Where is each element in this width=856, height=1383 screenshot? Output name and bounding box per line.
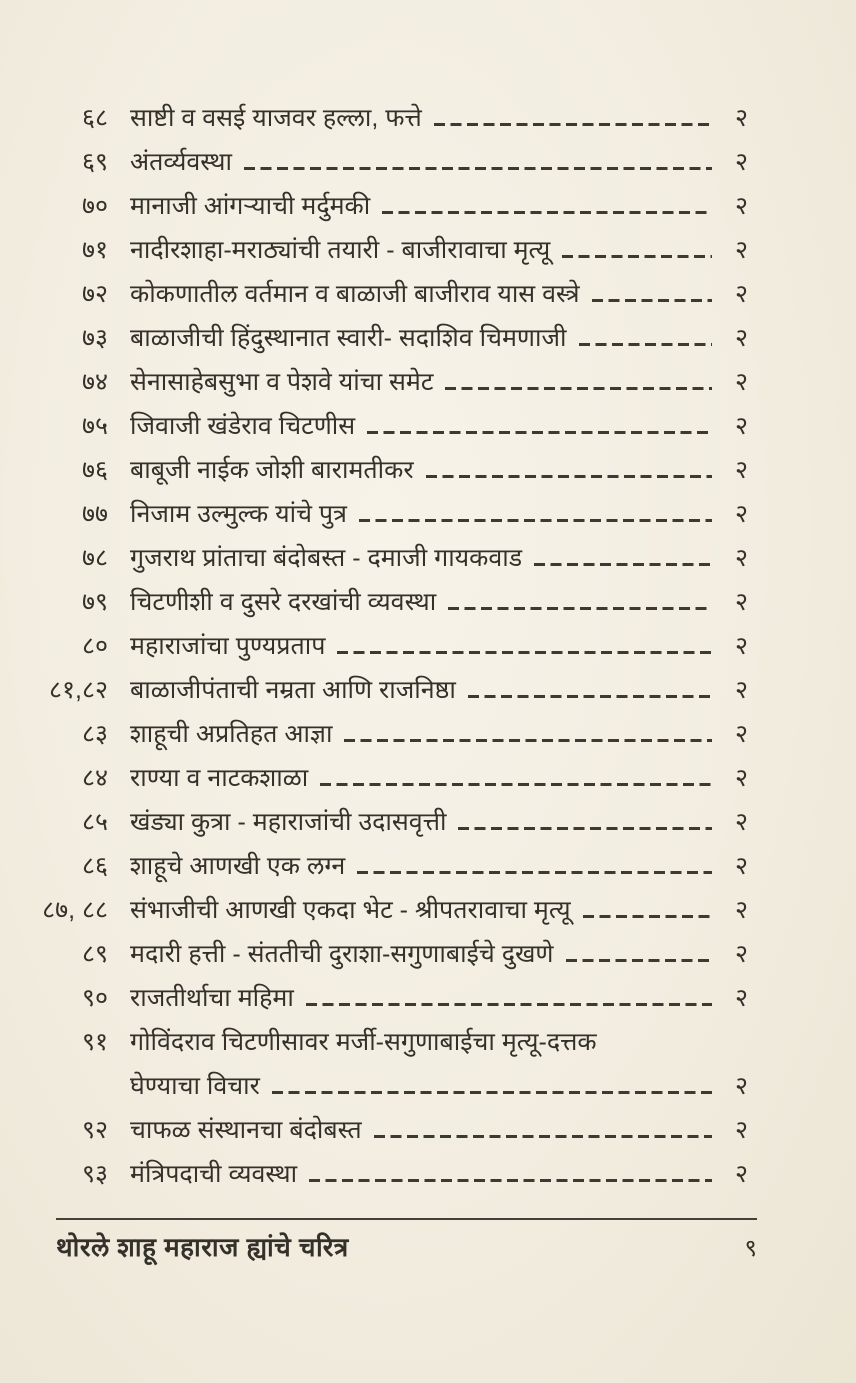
toc-row [0, 976, 856, 1020]
toc-entry-title: निजाम उल्मुल्क यांचे पुत्र [130, 500, 347, 528]
toc-entry-number: ८३ [81, 720, 108, 748]
toc-entry-number: ७० [81, 192, 108, 220]
toc-entry-number: ८० [81, 632, 108, 660]
toc-entry-title: कोकणातील वर्तमान व बाळाजी बाजीराव यास वस्त्रे [130, 280, 580, 308]
toc-entry-page: २ [734, 984, 748, 1012]
toc-entry-number: ७५ [81, 412, 108, 440]
toc-entry-page: २ [734, 720, 748, 748]
toc-entry-number: ९१ [81, 1028, 108, 1056]
page-footer [56, 1218, 757, 1264]
toc-row [0, 668, 856, 712]
toc-entry-number: ७७ [81, 500, 108, 528]
dash-leader [579, 343, 712, 346]
toc-row [0, 228, 856, 272]
toc-row [0, 272, 856, 316]
toc-entry-title: मानाजी आंगऱ्याची मर्दुमकी [130, 192, 371, 220]
dash-leader [344, 739, 712, 742]
toc-row [0, 1108, 856, 1152]
toc-row-continuation [0, 1064, 856, 1108]
toc-row [0, 448, 856, 492]
toc-entry-number: ७२ [81, 280, 108, 308]
dash-leader [382, 211, 712, 214]
toc-entry-number: ८१,८२ [49, 676, 108, 704]
toc-entry-number: ६९ [81, 148, 108, 176]
toc-entry-page: २ [734, 500, 748, 528]
toc-entry-title: मंत्रिपदाची व्यवस्था [130, 1160, 298, 1188]
toc-entry-page: २ [734, 764, 748, 792]
dash-leader [583, 915, 712, 918]
dash-leader [426, 475, 712, 478]
toc-entry-title: गोविंदराव चिटणीसावर मर्जी-सगुणाबाईचा मृत्यू-दत्तक [130, 1028, 597, 1056]
toc-row [0, 932, 856, 976]
dash-leader [357, 871, 712, 874]
toc-entry-title: बाळाजीची हिंदुस्थानात स्वारी- सदाशिव चिमणाजी [130, 324, 567, 352]
footer-line [56, 1220, 757, 1264]
dash-leader [272, 1091, 712, 1094]
toc-entry-page: २ [734, 324, 748, 352]
dash-leader [367, 431, 712, 434]
toc-row [0, 404, 856, 448]
toc-entry-title: राण्या व नाटकशाळा [130, 764, 309, 792]
toc-entry-number: ८७, ८८ [42, 896, 108, 924]
dash-leader [320, 783, 712, 786]
toc-entry-page: २ [734, 412, 748, 440]
toc-entry-number: ९० [81, 984, 108, 1012]
toc-row [0, 580, 856, 624]
toc-entry-title: बाळाजीपंताची नम्रता आणि राजनिष्ठा [130, 676, 456, 704]
dash-leader [359, 519, 712, 522]
toc-entry-page: २ [734, 940, 748, 968]
toc-entry-number: ७८ [81, 544, 108, 572]
toc-entry-title: शाहूची अप्रतिहत आज्ञा [130, 720, 333, 748]
toc-row [0, 96, 856, 140]
toc-entry-page: २ [734, 808, 748, 836]
toc-entry-number: ७३ [81, 324, 108, 352]
dash-leader [445, 387, 712, 390]
dash-leader [468, 695, 712, 698]
dash-leader [244, 167, 712, 170]
toc-entry-page: २ [734, 1072, 748, 1100]
toc-entry-number: ६८ [81, 104, 108, 132]
toc-entry-title: चिटणीशी व दुसरे दरखांची व्यवस्था [130, 588, 437, 616]
footer-book-title: थोरले शाहू महाराज ह्यांचे चरित्र [56, 1232, 349, 1262]
toc-entry-title: संभाजीची आणखी एकदा भेट - श्रीपतरावाचा मृत्यू [130, 896, 571, 924]
footer-page-number: ९ [744, 1235, 757, 1262]
toc-entry-title: खंड्या कुत्रा - महाराजांची उदासवृत्ती [130, 808, 447, 836]
toc-entry-number: ८४ [81, 764, 108, 792]
toc-entry-title: गुजराथ प्रांताचा बंदोबस्त - दमाजी गायकवाड [130, 544, 523, 572]
toc-entry-page: २ [734, 1160, 748, 1188]
toc-entry-title: साष्टी व वसई याजवर हल्ला, फत्ते [130, 104, 422, 132]
toc-entry-page: २ [734, 104, 748, 132]
table-of-contents [0, 96, 856, 1196]
dash-leader [562, 255, 712, 258]
dash-leader [592, 299, 712, 302]
toc-row [0, 888, 856, 932]
toc-row [0, 492, 856, 536]
toc-row [0, 1020, 856, 1064]
toc-entry-title: महाराजांचा पुण्यप्रताप [130, 632, 326, 660]
toc-row [0, 316, 856, 360]
toc-row [0, 360, 856, 404]
dash-leader [309, 1179, 712, 1182]
toc-row [0, 536, 856, 580]
dash-leader [434, 123, 712, 126]
toc-entry-title: बाबूजी नाईक जोशी बारामतीकर [130, 456, 414, 484]
toc-entry-number: ८५ [81, 808, 108, 836]
toc-entry-page: २ [734, 368, 748, 396]
toc-row [0, 800, 856, 844]
toc-entry-page: २ [734, 148, 748, 176]
toc-entry-number: ९३ [81, 1160, 108, 1188]
toc-row [0, 756, 856, 800]
toc-row [0, 624, 856, 668]
dash-leader [306, 1003, 712, 1006]
toc-entry-title: मदारी हत्ती - संततीची दुराशा-सगुणाबाईचे दुखणे [130, 940, 554, 968]
toc-entry-number: ८६ [81, 852, 108, 880]
toc-row [0, 712, 856, 756]
toc-entry-page: २ [734, 456, 748, 484]
toc-entry-number: ७९ [81, 588, 108, 616]
toc-entry-number: ७१ [81, 236, 108, 264]
toc-entry-number: ९२ [81, 1116, 108, 1144]
toc-entry-page: २ [734, 280, 748, 308]
toc-entry-title: जिवाजी खंडेराव चिटणीस [130, 412, 356, 440]
toc-entry-page: २ [734, 236, 748, 264]
toc-entry-page: २ [734, 544, 748, 572]
toc-entry-page: २ [734, 1116, 748, 1144]
toc-entry-number: ७६ [81, 456, 108, 484]
toc-entry-page: २ [734, 852, 748, 880]
toc-entry-title: शाहूचे आणखी एक लग्न [130, 852, 346, 880]
toc-entry-title: चाफळ संस्थानचा बंदोबस्त [130, 1116, 362, 1144]
toc-row [0, 844, 856, 888]
toc-row [0, 140, 856, 184]
dash-leader [458, 827, 712, 830]
toc-row [0, 1152, 856, 1196]
toc-entry-page: २ [734, 632, 748, 660]
toc-entry-number: ८९ [81, 940, 108, 968]
toc-row [0, 184, 856, 228]
toc-entry-title: सेनासाहेबसुभा व पेशवे यांचा समेट [130, 368, 434, 396]
toc-entry-title: अंतर्व्यवस्था [130, 148, 232, 176]
dash-leader [374, 1135, 712, 1138]
toc-entry-title: राजतीर्थाचा महिमा [130, 984, 294, 1012]
toc-entry-page: २ [734, 192, 748, 220]
toc-entry-title-line2: घेण्याचा विचार [130, 1072, 260, 1100]
toc-entry-title: नादीरशाहा-मराठ्यांची तयारी - बाजीरावाचा मृत्यू [130, 236, 551, 264]
toc-entry-page: २ [734, 896, 748, 924]
dash-leader [448, 607, 712, 610]
dash-leader [566, 959, 712, 962]
dash-leader [534, 563, 712, 566]
toc-entry-page: २ [734, 588, 748, 616]
toc-entry-page: २ [734, 676, 748, 704]
toc-entry-number: ७४ [81, 368, 108, 396]
dash-leader [337, 651, 712, 654]
